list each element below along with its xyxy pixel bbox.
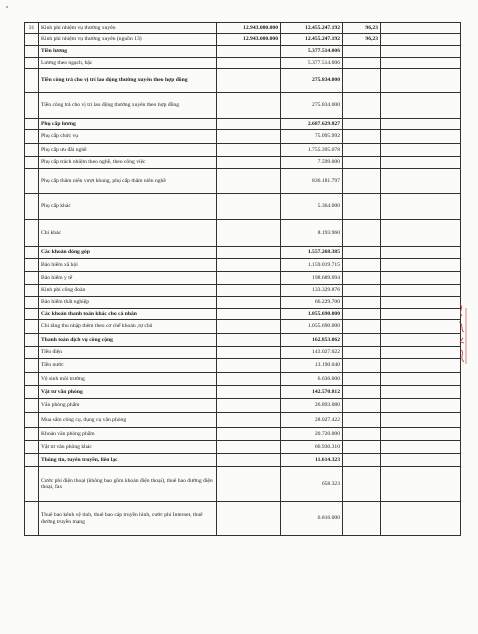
note-cell	[381, 467, 461, 502]
item-name: Tiền công trả cho vị trí lao động thường xuyên theo hợp đồng	[39, 93, 217, 119]
note-cell	[381, 309, 461, 320]
actual-amount: 836.181.797	[281, 169, 343, 194]
item-name: Cước phí điện thoại (không bao gồm khoán điện thoại), thuê bao đường điện thoại, fax	[39, 467, 217, 502]
table-row	[25, 309, 461, 320]
item-name: Thông tin, tuyên truyền, liên lạc	[39, 454, 217, 467]
ratio-percent	[343, 309, 381, 320]
table-row	[25, 347, 461, 359]
note-cell	[381, 441, 461, 454]
item-name: Tiền lương	[39, 46, 217, 58]
table-row	[25, 119, 461, 130]
estimate-amount	[217, 46, 281, 58]
ratio-percent	[343, 373, 381, 386]
row-number	[25, 144, 39, 157]
actual-amount: 5.364.000	[281, 194, 343, 220]
note-cell	[381, 428, 461, 441]
table-row	[25, 157, 461, 169]
actual-amount: 28.027.422	[281, 413, 343, 428]
estimate-amount	[217, 272, 281, 285]
actual-amount: 13.190.040	[281, 359, 343, 373]
actual-amount: 5.377.514.006	[281, 46, 343, 58]
row-number	[25, 46, 39, 58]
actual-amount: 20.720.000	[281, 428, 343, 441]
actual-amount: 162.853.062	[281, 334, 343, 347]
actual-amount: 12.455.247.192	[281, 23, 343, 34]
estimate-amount	[217, 467, 281, 502]
table-row	[25, 69, 461, 93]
item-name: Phụ cấp chức vụ	[39, 130, 217, 144]
item-name: Lương theo ngạch, bậc	[39, 58, 217, 69]
ratio-percent	[343, 285, 381, 297]
actual-amount: 26.893.080	[281, 399, 343, 413]
estimate-amount	[217, 194, 281, 220]
estimate-amount	[217, 334, 281, 347]
item-name: Thuê bao kênh vệ tinh, thuê bao cáp truyền hình, cước phí Internet, thuê đường truyền mạng	[39, 502, 217, 536]
estimate-amount	[217, 144, 281, 157]
item-name: Phụ cấp lương	[39, 119, 217, 130]
estimate-amount	[217, 285, 281, 297]
item-name: Mua sắm công cụ, dụng cụ văn phòng	[39, 413, 217, 428]
row-number	[25, 347, 39, 359]
actual-amount: 198.689.094	[281, 272, 343, 285]
item-name: Vật tư văn phòng	[39, 386, 217, 399]
note-cell	[381, 413, 461, 428]
table-row	[25, 285, 461, 297]
table-row	[25, 23, 461, 34]
item-name: Phụ cấp trách nhiệm theo nghề, theo công việc	[39, 157, 217, 169]
row-number	[25, 454, 39, 467]
row-number	[25, 334, 39, 347]
note-cell	[381, 247, 461, 259]
table-row	[25, 58, 461, 69]
actual-amount: 11.614.323	[281, 454, 343, 467]
actual-amount: 75.095.992	[281, 130, 343, 144]
budget-table	[24, 22, 461, 536]
row-number	[25, 297, 39, 309]
table-row	[25, 502, 461, 536]
estimate-amount	[217, 428, 281, 441]
item-name: Phụ cấp khác	[39, 194, 217, 220]
estimate-amount	[217, 130, 281, 144]
row-number	[25, 373, 39, 386]
note-cell	[381, 285, 461, 297]
actual-amount: 275.834.000	[281, 69, 343, 93]
item-name: Vệ sinh môi trường	[39, 373, 217, 386]
table-row	[25, 297, 461, 309]
red-handwritten-mark	[454, 300, 470, 372]
item-name: Bảo hiểm y tế	[39, 272, 217, 285]
table-row	[25, 93, 461, 119]
ratio-percent	[343, 220, 381, 247]
row-number	[25, 502, 39, 536]
item-name: Kinh phí công đoàn	[39, 285, 217, 297]
table-row	[25, 272, 461, 285]
row-number	[25, 309, 39, 320]
note-cell	[381, 399, 461, 413]
table-row	[25, 320, 461, 334]
row-number	[25, 272, 39, 285]
note-cell	[381, 347, 461, 359]
item-name: Tiền điện	[39, 347, 217, 359]
estimate-amount	[217, 259, 281, 272]
estimate-amount	[217, 58, 281, 69]
note-cell	[381, 272, 461, 285]
note-cell	[381, 297, 461, 309]
table-row	[25, 467, 461, 502]
table-row	[25, 399, 461, 413]
estimate-amount	[217, 347, 281, 359]
ratio-percent	[343, 144, 381, 157]
actual-amount: 143.027.022	[281, 347, 343, 359]
row-number	[25, 386, 39, 399]
ratio-percent: 96,23	[343, 23, 381, 34]
note-cell	[381, 69, 461, 93]
row-number	[25, 399, 39, 413]
actual-amount: 1.055.690.000	[281, 309, 343, 320]
actual-amount: 133.329.876	[281, 285, 343, 297]
note-cell	[381, 130, 461, 144]
ratio-percent	[343, 46, 381, 58]
item-name: Tiền nước	[39, 359, 217, 373]
item-name: Bảo hiểm xã hội	[39, 259, 217, 272]
note-cell	[381, 169, 461, 194]
table-row	[25, 194, 461, 220]
row-number	[25, 428, 39, 441]
table-row	[25, 373, 461, 386]
table-row	[25, 359, 461, 373]
actual-amount: 275.834.000	[281, 93, 343, 119]
actual-amount: 1.755.395.078	[281, 144, 343, 157]
ratio-percent	[343, 69, 381, 93]
table-row	[25, 247, 461, 259]
actual-amount: 1.159.019.715	[281, 259, 343, 272]
budget-table-body	[25, 23, 461, 536]
estimate-amount	[217, 297, 281, 309]
actual-amount: 2.687.629.827	[281, 119, 343, 130]
row-number	[25, 220, 39, 247]
ratio-percent	[343, 386, 381, 399]
item-name: Phụ cấp ưu đãi nghề	[39, 144, 217, 157]
row-number	[25, 359, 39, 373]
note-cell	[381, 386, 461, 399]
note-cell	[381, 454, 461, 467]
estimate-amount	[217, 320, 281, 334]
table-row	[25, 259, 461, 272]
ratio-percent	[343, 297, 381, 309]
note-cell	[381, 46, 461, 58]
note-cell	[381, 502, 461, 536]
actual-amount: 66.930.310	[281, 441, 343, 454]
estimate-amount	[217, 119, 281, 130]
actual-amount: 658.323	[281, 467, 343, 502]
table-row	[25, 130, 461, 144]
item-name: Khoán văn phòng phẩm	[39, 428, 217, 441]
estimate-amount	[217, 454, 281, 467]
item-name: Các khoản thanh toán khác cho cá nhân	[39, 309, 217, 320]
item-name: Kinh phí nhiệm vụ thường xuyên	[39, 23, 217, 34]
ratio-percent	[343, 399, 381, 413]
note-cell	[381, 34, 461, 46]
actual-amount: 142.570.812	[281, 386, 343, 399]
actual-amount: 12.455.247.192	[281, 34, 343, 46]
row-number: 31	[25, 23, 39, 34]
item-name: Vật tư văn phòng khác	[39, 441, 217, 454]
estimate-amount	[217, 69, 281, 93]
row-number	[25, 157, 39, 169]
estimate-amount	[217, 359, 281, 373]
item-name: Bảo hiểm thất nghiệp	[39, 297, 217, 309]
item-name: Các khoản đóng góp	[39, 247, 217, 259]
row-number	[25, 58, 39, 69]
ratio-percent	[343, 334, 381, 347]
estimate-amount	[217, 169, 281, 194]
ratio-percent	[343, 413, 381, 428]
row-number	[25, 259, 39, 272]
item-name: Chi khác	[39, 220, 217, 247]
actual-amount: 6.816.000	[281, 502, 343, 536]
note-cell	[381, 259, 461, 272]
estimate-amount	[217, 220, 281, 247]
ratio-percent	[343, 428, 381, 441]
ratio-percent	[343, 502, 381, 536]
ratio-percent	[343, 58, 381, 69]
row-number	[25, 467, 39, 502]
row-number	[25, 194, 39, 220]
row-number	[25, 320, 39, 334]
item-name: Chi tăng thu nhập thêm theo cơ chế khoán ,tự chủ	[39, 320, 217, 334]
ratio-percent	[343, 119, 381, 130]
row-number	[25, 130, 39, 144]
note-cell	[381, 119, 461, 130]
table-row	[25, 34, 461, 46]
note-cell	[381, 334, 461, 347]
note-cell	[381, 157, 461, 169]
table-row	[25, 454, 461, 467]
row-number	[25, 285, 39, 297]
row-number	[25, 169, 39, 194]
table-row	[25, 428, 461, 441]
ratio-percent	[343, 157, 381, 169]
table-row	[25, 220, 461, 247]
table-row	[25, 441, 461, 454]
estimate-amount	[217, 309, 281, 320]
row-number	[25, 69, 39, 93]
row-number	[25, 441, 39, 454]
scan-speck	[6, 6, 8, 8]
estimate-amount	[217, 441, 281, 454]
note-cell	[381, 58, 461, 69]
item-name: Kinh phí nhiệm vụ thường xuyên (nguồn 13)	[39, 34, 217, 46]
row-number	[25, 119, 39, 130]
note-cell	[381, 359, 461, 373]
table-row	[25, 413, 461, 428]
ratio-percent	[343, 359, 381, 373]
ratio-percent	[343, 130, 381, 144]
row-number	[25, 34, 39, 46]
estimate-amount: 12.943.000.000	[217, 23, 281, 34]
estimate-amount	[217, 93, 281, 119]
estimate-amount	[217, 247, 281, 259]
item-name: Thanh toán dịch vụ công cộng	[39, 334, 217, 347]
ratio-percent: 96,23	[343, 34, 381, 46]
estimate-amount: 12.943.000.000	[217, 34, 281, 46]
note-cell	[381, 220, 461, 247]
actual-amount: 1.557.268.385	[281, 247, 343, 259]
ratio-percent	[343, 467, 381, 502]
actual-amount: 7.599.000	[281, 157, 343, 169]
table-row	[25, 144, 461, 157]
actual-amount: 8.193.960	[281, 220, 343, 247]
ratio-percent	[343, 194, 381, 220]
estimate-amount	[217, 157, 281, 169]
actual-amount: 6.636.000	[281, 373, 343, 386]
ratio-percent	[343, 247, 381, 259]
row-number	[25, 413, 39, 428]
note-cell	[381, 93, 461, 119]
actual-amount: 1.055.690.000	[281, 320, 343, 334]
ratio-percent	[343, 441, 381, 454]
table-row	[25, 46, 461, 58]
note-cell	[381, 23, 461, 34]
note-cell	[381, 373, 461, 386]
note-cell	[381, 320, 461, 334]
row-number	[25, 93, 39, 119]
table-row	[25, 334, 461, 347]
estimate-amount	[217, 502, 281, 536]
estimate-amount	[217, 399, 281, 413]
ratio-percent	[343, 320, 381, 334]
item-name: Tiền công trả cho vị trí lao động thường xuyên theo hợp đồng	[39, 69, 217, 93]
item-name: Văn phòng phẩm	[39, 399, 217, 413]
note-cell	[381, 144, 461, 157]
ratio-percent	[343, 93, 381, 119]
ratio-percent	[343, 454, 381, 467]
ratio-percent	[343, 272, 381, 285]
actual-amount: 5.377.514.006	[281, 58, 343, 69]
row-number	[25, 247, 39, 259]
ratio-percent	[343, 347, 381, 359]
note-cell	[381, 194, 461, 220]
estimate-amount	[217, 413, 281, 428]
ratio-percent	[343, 259, 381, 272]
actual-amount: 66.229.700	[281, 297, 343, 309]
estimate-amount	[217, 373, 281, 386]
estimate-amount	[217, 386, 281, 399]
table-row	[25, 169, 461, 194]
table-row	[25, 386, 461, 399]
item-name: Phụ cấp thâm niên vượt khung, phụ cấp thâm niên nghề	[39, 169, 217, 194]
ratio-percent	[343, 169, 381, 194]
